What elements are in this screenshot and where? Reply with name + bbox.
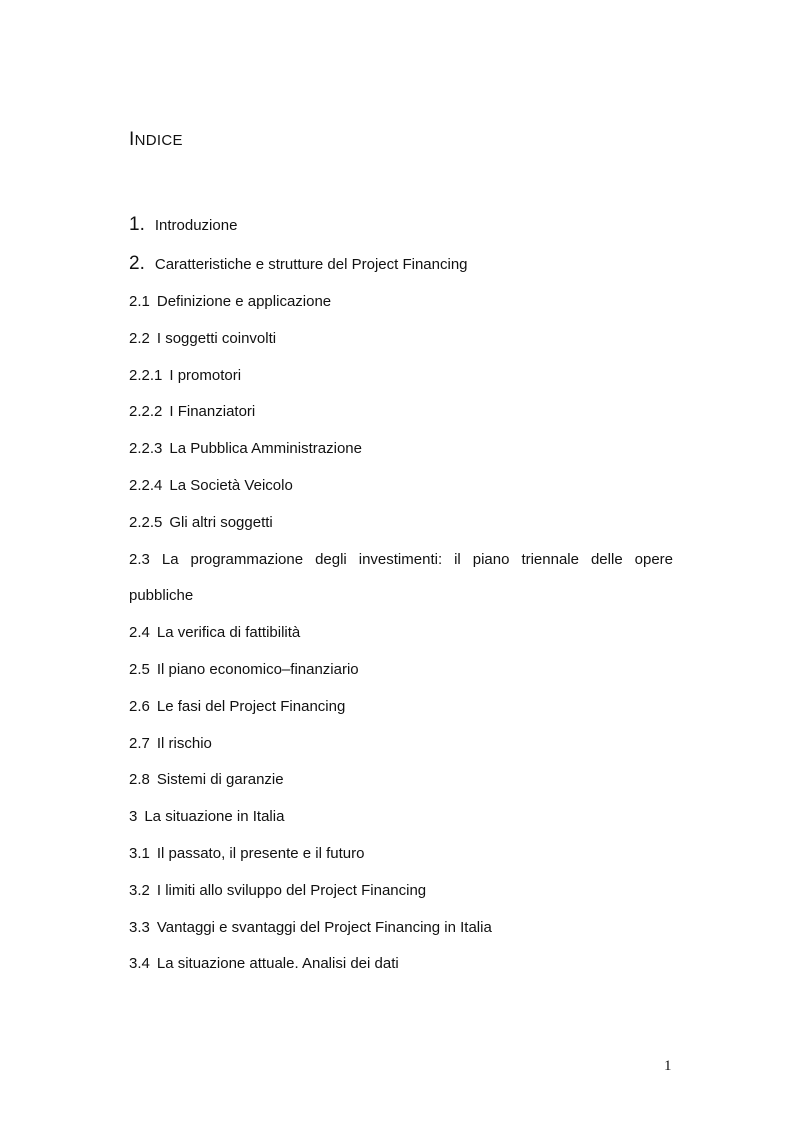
toc-entry-number: 2.2.2 [129,403,163,420]
toc-entry-number: 3.1 [129,845,150,862]
toc-entry-title: La situazione attuale. Analisi dei dati [156,955,399,972]
toc-entry-title: La programmazione degli investimenti: il piano triennale delle opere [161,551,674,568]
toc-entry-2-5 [129,660,673,680]
toc-entry-number: 2.7 [129,735,150,752]
toc-entry-2-3 [129,550,673,570]
toc-entry-2-7 [129,734,673,754]
page-number: 1 [664,1058,672,1074]
toc-entry-title: La situazione in Italia [144,808,285,825]
toc-entry-number: 2.2.5 [129,514,163,531]
toc-entry-number: 2.1 [129,293,150,310]
toc-entry-2-1 [129,292,673,312]
toc-entry-number: 3.4 [129,955,150,972]
toc-entry-number: 2.3 [129,551,150,568]
toc-entry-2-4 [129,623,673,643]
toc-entry-2-8 [129,770,673,790]
toc-entry-number: 2.2.3 [129,440,163,457]
toc-entry-number: 2.6 [129,698,150,715]
toc-entry-title: I soggetti coinvolti [156,330,277,347]
toc-entry-title: Caratteristiche e strutture del Project Financing [154,256,468,273]
toc-entry-2-2-5 [129,513,673,533]
toc-entry-2-3-continuation [129,586,673,606]
toc-entry-number: 2.2 [129,330,150,347]
toc-entry-title: I limiti allo sviluppo del Project Financing [156,882,427,899]
toc-entry-title: Vantaggi e svantaggi del Project Financing in Italia [156,919,492,936]
page-title-initial: I [129,129,135,150]
toc-entry-number: 2.2.1 [129,367,163,384]
toc-entry-number: 3.2 [129,882,150,899]
toc-entry-title-continuation: pubbliche [129,587,194,604]
toc-entry-title: Definizione e applicazione [156,293,332,310]
toc-entry-number: 2. [129,253,145,274]
page-title-rest: NDICE [134,132,183,149]
toc-entry-title: Gli altri soggetti [169,514,273,531]
toc-entry-title: La Pubblica Amministrazione [169,440,362,457]
toc-entry-1 [129,215,673,236]
toc-entry-2-2-2 [129,402,673,422]
toc-entry-number: 2.5 [129,661,150,678]
toc-entry-number: 2.8 [129,771,150,788]
toc-entry-title: La verifica di fattibilità [156,624,301,641]
toc-entry-number: 2.4 [129,624,150,641]
toc-entry-title: Il piano economico–finanziario [156,661,359,678]
toc-entry-2-2-3 [129,439,673,459]
toc-entry-3-1 [129,844,673,864]
toc-entry-number: 2.2.4 [129,477,163,494]
toc-entry-3-2 [129,881,673,901]
toc-entry-3-4 [129,954,673,974]
toc-entry-title: La Società Veicolo [169,477,293,494]
toc-entry-title: Introduzione [154,217,238,234]
toc-entry-2 [129,254,673,275]
toc-entry-title: I Finanziatori [169,403,256,420]
toc-entry-number: 3.3 [129,919,150,936]
toc-entry-3 [129,807,673,827]
toc-entry-title: I promotori [169,367,242,384]
toc-entry-title: Le fasi del Project Financing [156,698,346,715]
toc-entry-3-3 [129,918,673,938]
toc-entry-2-2 [129,329,673,349]
toc-entry-2-2-4 [129,476,673,496]
page-title [129,129,183,151]
toc-entry-title: Il passato, il presente e il futuro [156,845,365,862]
toc-entry-number: 3 [129,808,138,825]
toc-entry-2-2-1 [129,366,673,386]
toc-entry-title: Sistemi di garanzie [156,771,284,788]
toc-entry-title: Il rischio [156,735,212,752]
toc-entry-2-6 [129,697,673,717]
toc-entry-number: 1. [129,214,145,235]
